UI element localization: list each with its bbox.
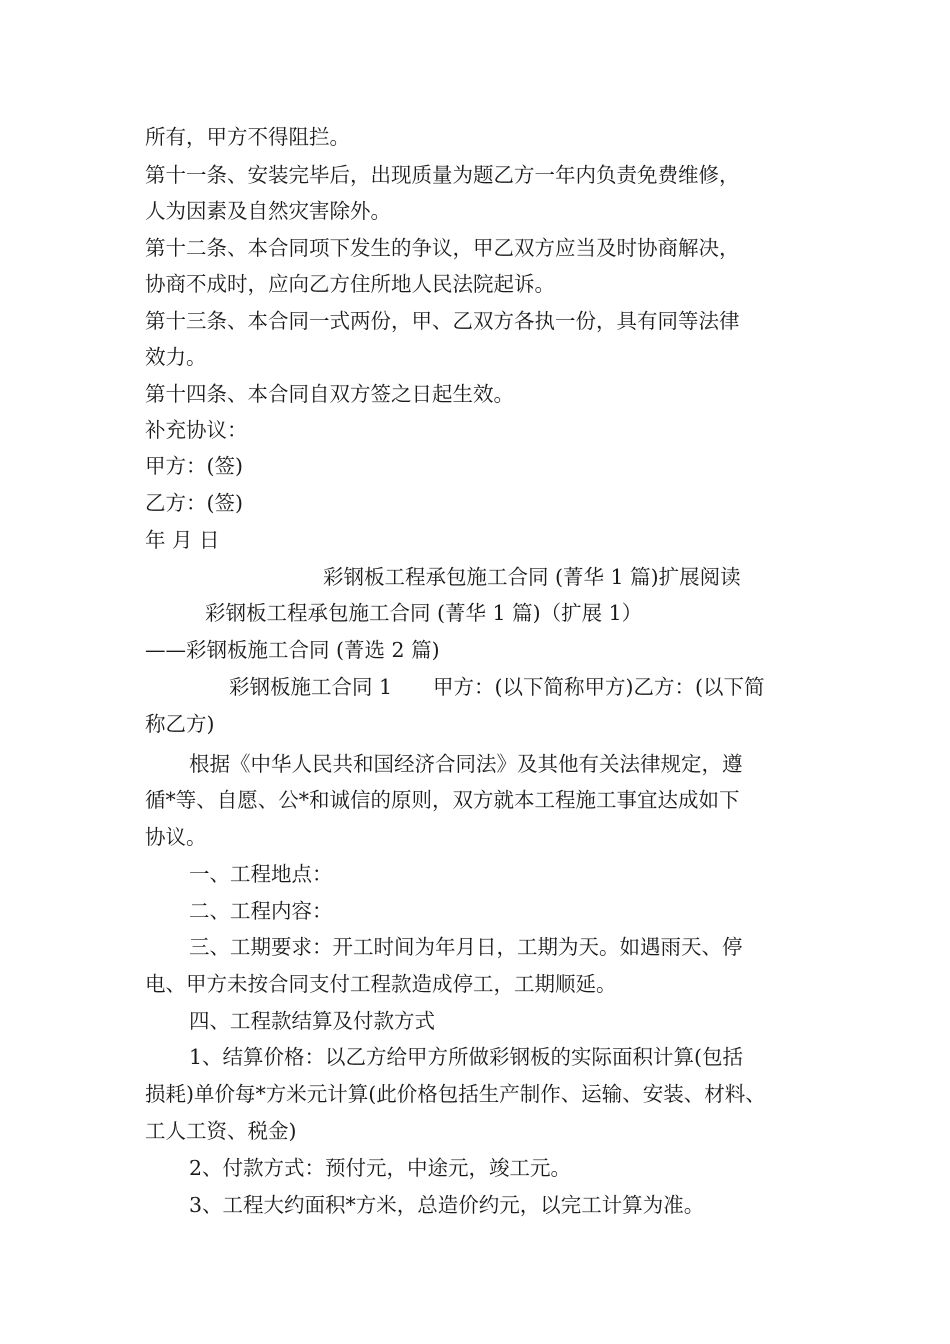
text-line: 1、结算价格：以乙方给甲方所做彩钢板的实际面积计算(包括 bbox=[189, 1045, 744, 1069]
text-line: 根据《中华人民共和国经济合同法》及其他有关法律规定，遵 bbox=[189, 752, 743, 776]
text-line: 协议。 bbox=[145, 825, 207, 849]
text-line: 所有，甲方不得阻拦。 bbox=[145, 125, 350, 149]
date-line: 年 月 日 bbox=[145, 528, 220, 552]
section-subheading: 彩钢板工程承包施工合同 (菁华 1 篇)（扩展 1） bbox=[205, 601, 643, 625]
section-heading: 彩钢板工程承包施工合同 (菁华 1 篇)扩展阅读 bbox=[323, 565, 741, 589]
text-line: 彩钢板施工合同 1 甲方：(以下简称甲方)乙方：(以下简 bbox=[229, 675, 765, 699]
text-line: 补充协议： bbox=[145, 418, 248, 442]
signature-party-a: 甲方：(签) bbox=[145, 454, 243, 478]
text-line: 协商不成时，应向乙方住所地人民法院起诉。 bbox=[145, 272, 555, 296]
text-line: 二、工程内容： bbox=[189, 899, 333, 923]
text-line: 第十四条、本合同自双方签之日起生效。 bbox=[145, 382, 514, 406]
text-line: 损耗)单价每*方米元计算(此价格包括生产制作、运输、安装、材料、 bbox=[145, 1082, 766, 1106]
section-subheading: ——彩钢板施工合同 (菁选 2 篇) bbox=[145, 638, 440, 662]
text-line: 电、甲方未按合同支付工程款造成停工，工期顺延。 bbox=[145, 972, 617, 996]
text-line: 3、工程大约面积*方米，总造价约元，以完工计算为准。 bbox=[189, 1193, 705, 1217]
text-line: 人为因素及自然灾害除外。 bbox=[145, 199, 391, 223]
text-line: 第十二条、本合同项下发生的争议，甲乙双方应当及时协商解决， bbox=[145, 236, 740, 260]
text-line: 2、付款方式：预付元，中途元，竣工元。 bbox=[189, 1156, 572, 1180]
text-line: 第十一条、安装完毕后，出现质量为题乙方一年内负责免费维修， bbox=[145, 163, 740, 187]
text-line: 第十三条、本合同一式两份，甲、乙双方各执一份，具有同等法律 bbox=[145, 309, 740, 333]
text-line: 称乙方) bbox=[145, 712, 215, 736]
signature-party-b: 乙方：(签) bbox=[145, 491, 243, 515]
text-line: 效力。 bbox=[145, 345, 207, 369]
text-line: 工人工资、税金) bbox=[145, 1119, 297, 1143]
text-line: 一、工程地点： bbox=[189, 862, 333, 886]
text-line: 四、工程款结算及付款方式 bbox=[189, 1009, 435, 1033]
text-line: 三、工期要求：开工时间为年月日，工期为天。如遇雨天、停 bbox=[189, 935, 743, 959]
text-line: 循*等、自愿、公*和诚信的原则，双方就本工程施工事宜达成如下 bbox=[145, 788, 740, 812]
